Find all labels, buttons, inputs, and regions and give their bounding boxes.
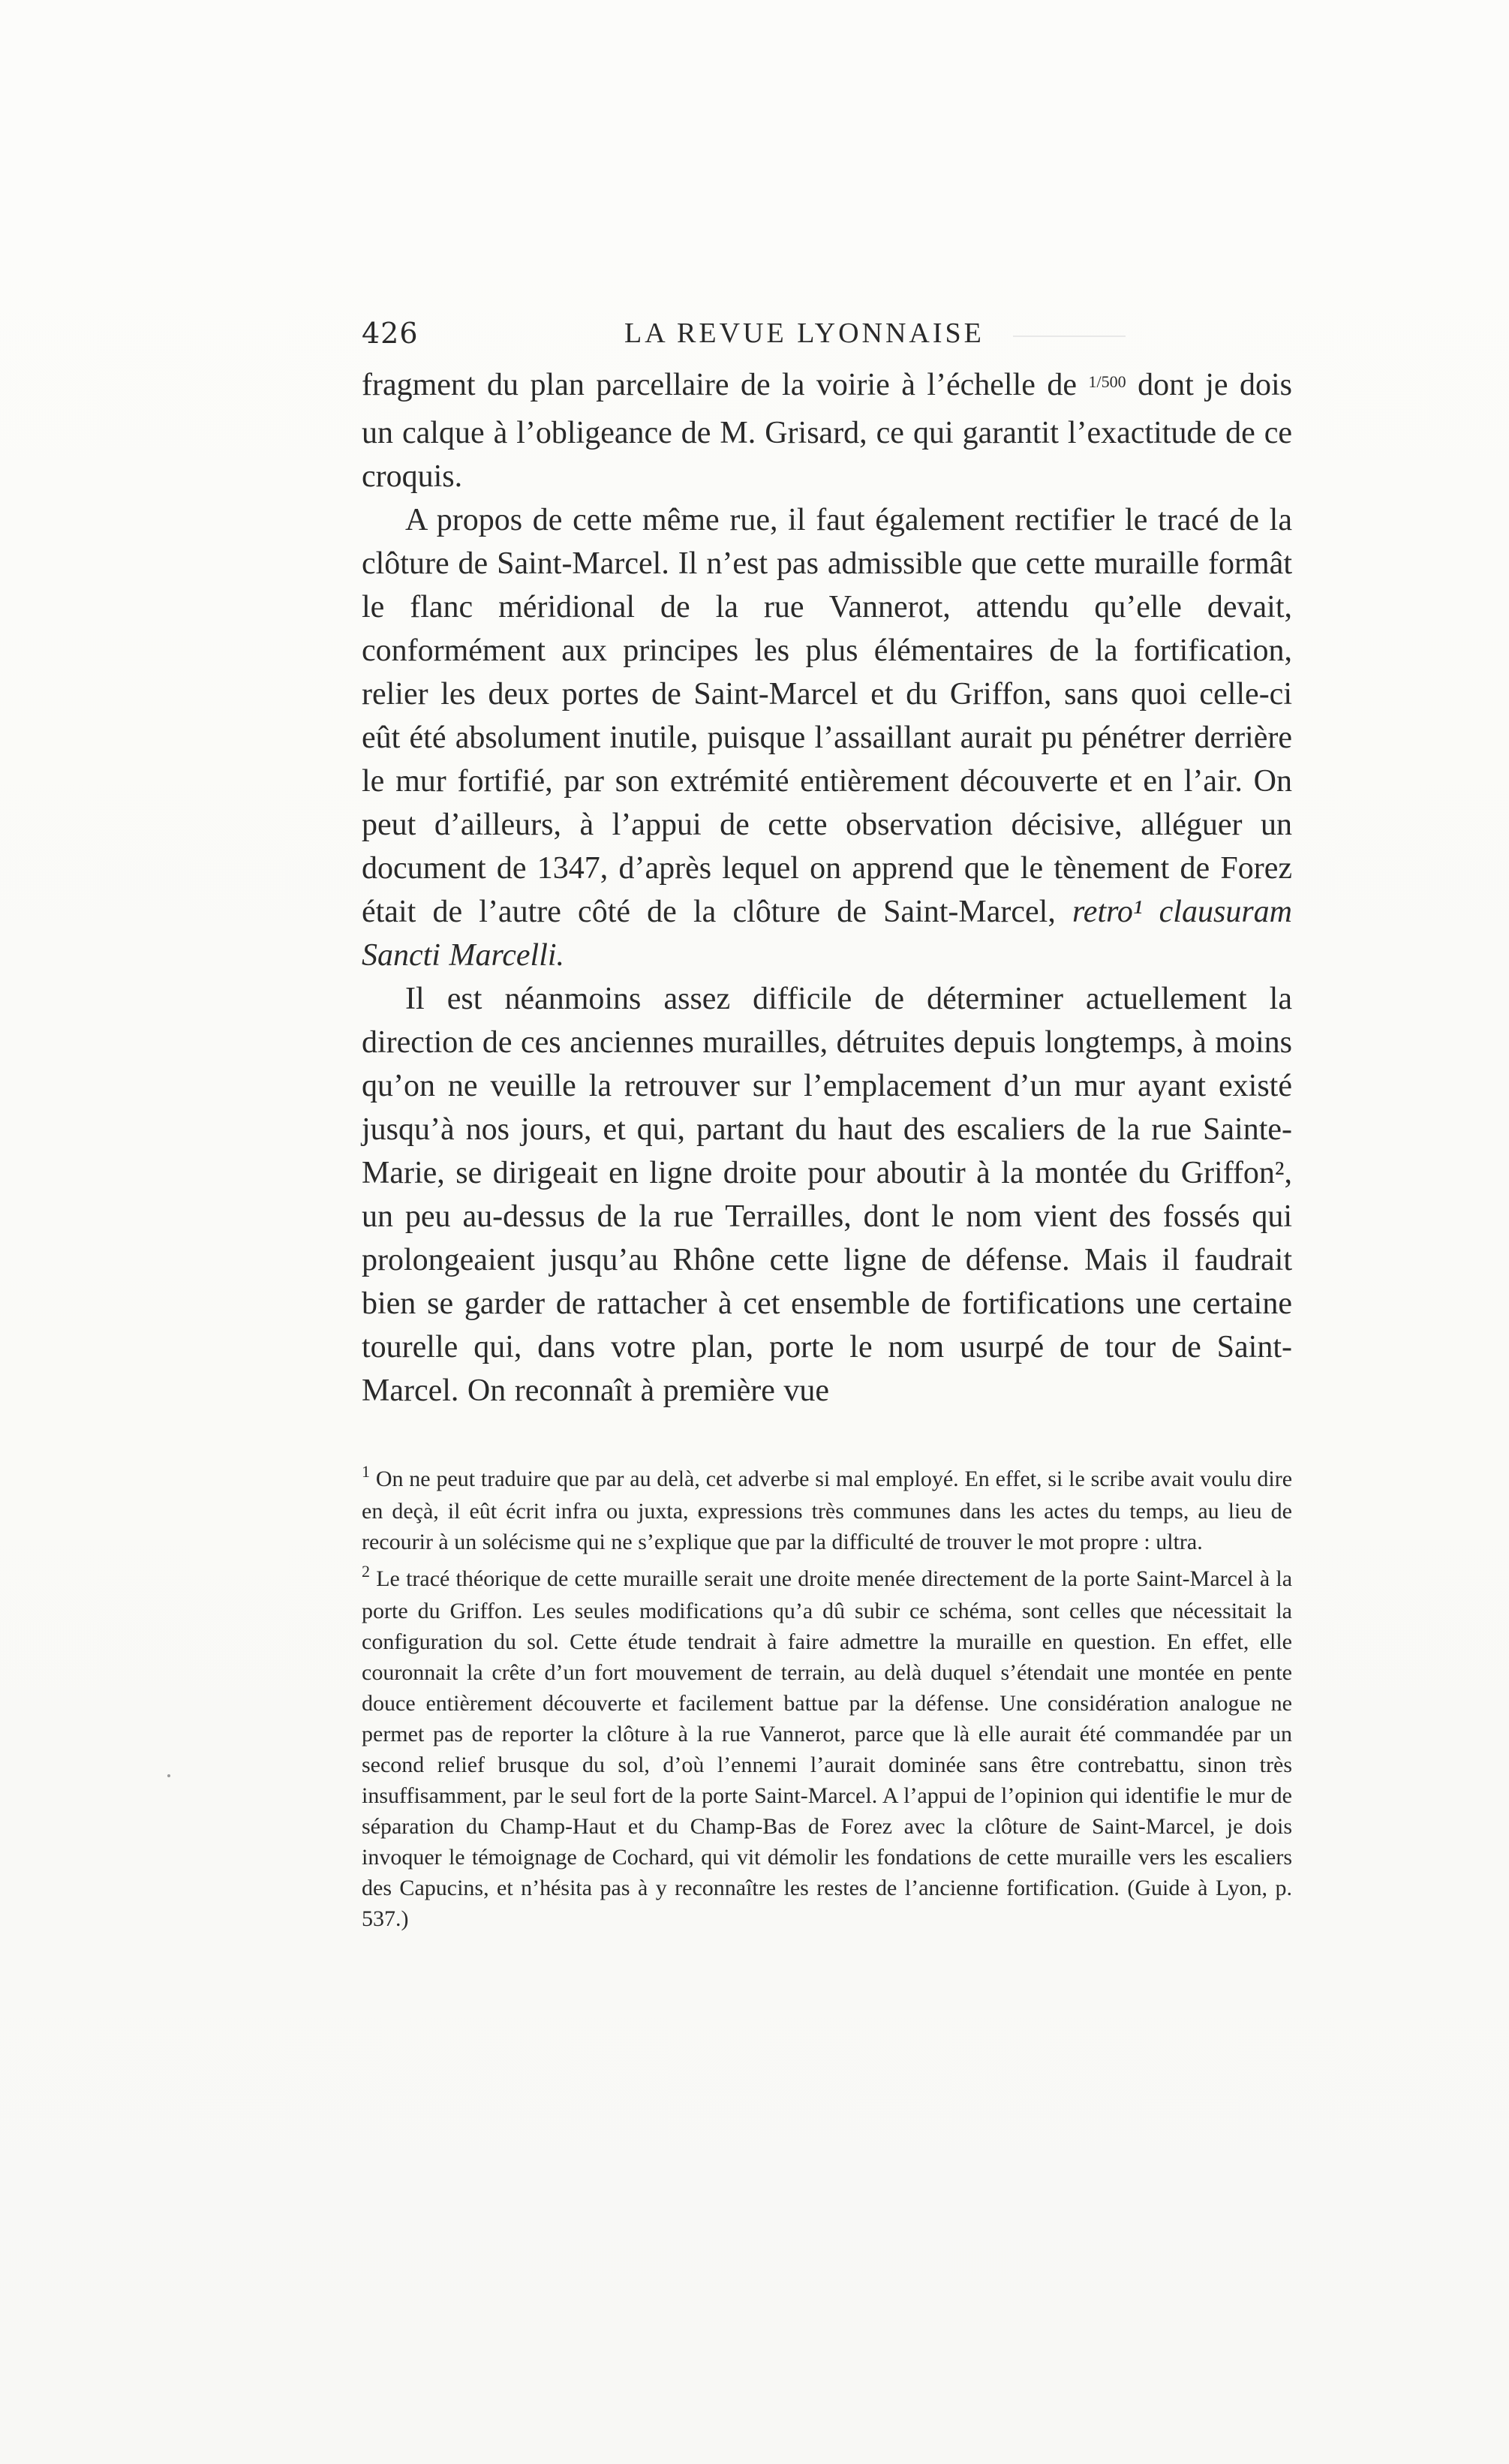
paragraph-1-text-cont: dont je dois un calque à l’obligeance de M. Grisard, ce qui garantit l’exactitude de ce croquis. bbox=[362, 368, 1293, 494]
paragraph-1 bbox=[362, 363, 1292, 498]
footnote-2-marker: 2 bbox=[362, 1562, 370, 1581]
scan-dot bbox=[167, 1774, 170, 1777]
paragraph-2-text: A propos de cette même rue, il faut également rectifier le tracé de la clôture de Saint-Marcel. Il n’est pas admissible que cette muraille formât le flanc méridional de la rue Vannerot, attendu qu’elle devait, conformément aux principes les plus élémentaires de la fortification, relier les deux portes de Saint-Marcel et du Griffon, sans quoi celle-ci eût été absolument inutile, puisque l’assaillant aurait pu pénétrer derrière le mur fortifié, par son extrémité entièrement découverte et en l’air. On peut d’ailleurs, à l’appui de cette observation décisive, alléguer un document de 1347, d’après lequel on apprend que le tènement de Forez était de l’autre côté de la clôture de Saint-Marcel, bbox=[362, 503, 1292, 929]
footnote-1 bbox=[362, 1464, 1292, 1557]
latin-quote: retro¹ clausuram Sancti Marcelli. bbox=[362, 895, 1292, 973]
footnote-2 bbox=[362, 1563, 1292, 1934]
scale-fraction: 1/500 bbox=[1088, 372, 1126, 391]
paragraph-3-text: Il est néanmoins assez difficile de déterminer actuellement la direction de ces anciennes murailles, détruites depuis longtemps, à moins qu’on ne veuille la retrouver sur l’emplacement d’un mur ayant existé jusqu’à nos jours, et qui, partant du haut des escaliers de la rue Sainte-Marie, se dirigeait en ligne droite pour aboutir à la montée du Griffon², un peu au-dessus de la rue Terrailles, dont le nom vient des fossés qui prolongeaient jusqu’au Rhône cette ligne de défense. Mais il faudrait bien se garder de rattacher à cet ensemble de fortifications une certaine tourelle qui, dans votre plan, porte le nom usurpé de tour de Saint-Marcel. On reconnaît à première vue bbox=[362, 982, 1292, 1408]
paragraph-2 bbox=[362, 498, 1292, 977]
paragraph-3 bbox=[362, 977, 1292, 1413]
paragraph-1-text: fragment du plan parcellaire de la voirie à l’échelle de bbox=[362, 368, 1078, 402]
footnote-2-text: Le tracé théorique de cette muraille serait une droite menée directement de la porte Saint-Marcel à la porte du Griffon. Les seules modifications qu’a dû subir ce schéma, sont celles que nécessitait la configuration du sol. Cette étude tendrait à faire admettre la muraille en question. En effet, elle couronnait la crête d’un fort mouvement de terrain, au delà duquel s’étendait une montée en pente douce entièrement découverte et facilement battue par la défense. Une considération analogue ne permet pas de reporter la clôture à la rue Vannerot, parce que là elle aurait été commandée par un second relief brusque du sol, d’où l’ennemi l’aurait dominée sans être contrebattu, sinon très insuffisamment, par le seul fort de la porte Saint-Marcel. A l’appui de l’opinion qui identifie le mur de séparation du Champ-Haut et du Champ-Bas de Forez avec la clôture de Saint-Marcel, je dois invoquer le témoignage de Cochard, qui vit démolir les fondations de cette muraille vers les escaliers des Capucins, et n’hésita pas à y reconnaître les restes de l’ancienne fortification. (Guide à Lyon, p. 537.) bbox=[362, 1566, 1293, 1931]
main-text bbox=[362, 363, 1292, 1413]
page-header bbox=[362, 317, 1217, 369]
footnote-1-text: On ne peut traduire que par au delà, cet adverbe si mal employé. En effet, si le scribe avait voulu dire en deçà, il eût écrit infra ou juxta, expressions très communes dans les actes du temps, au lieu de recourir à un solécisme qui ne s’explique que par la difficulté de trouver le mot propre : ultra. bbox=[362, 1467, 1293, 1554]
journal-title: LA REVUE LYONNAISE bbox=[624, 317, 984, 349]
footnotes bbox=[362, 1464, 1292, 1934]
page-number: 426 bbox=[362, 317, 419, 350]
footnote-1-marker: 1 bbox=[362, 1462, 370, 1481]
